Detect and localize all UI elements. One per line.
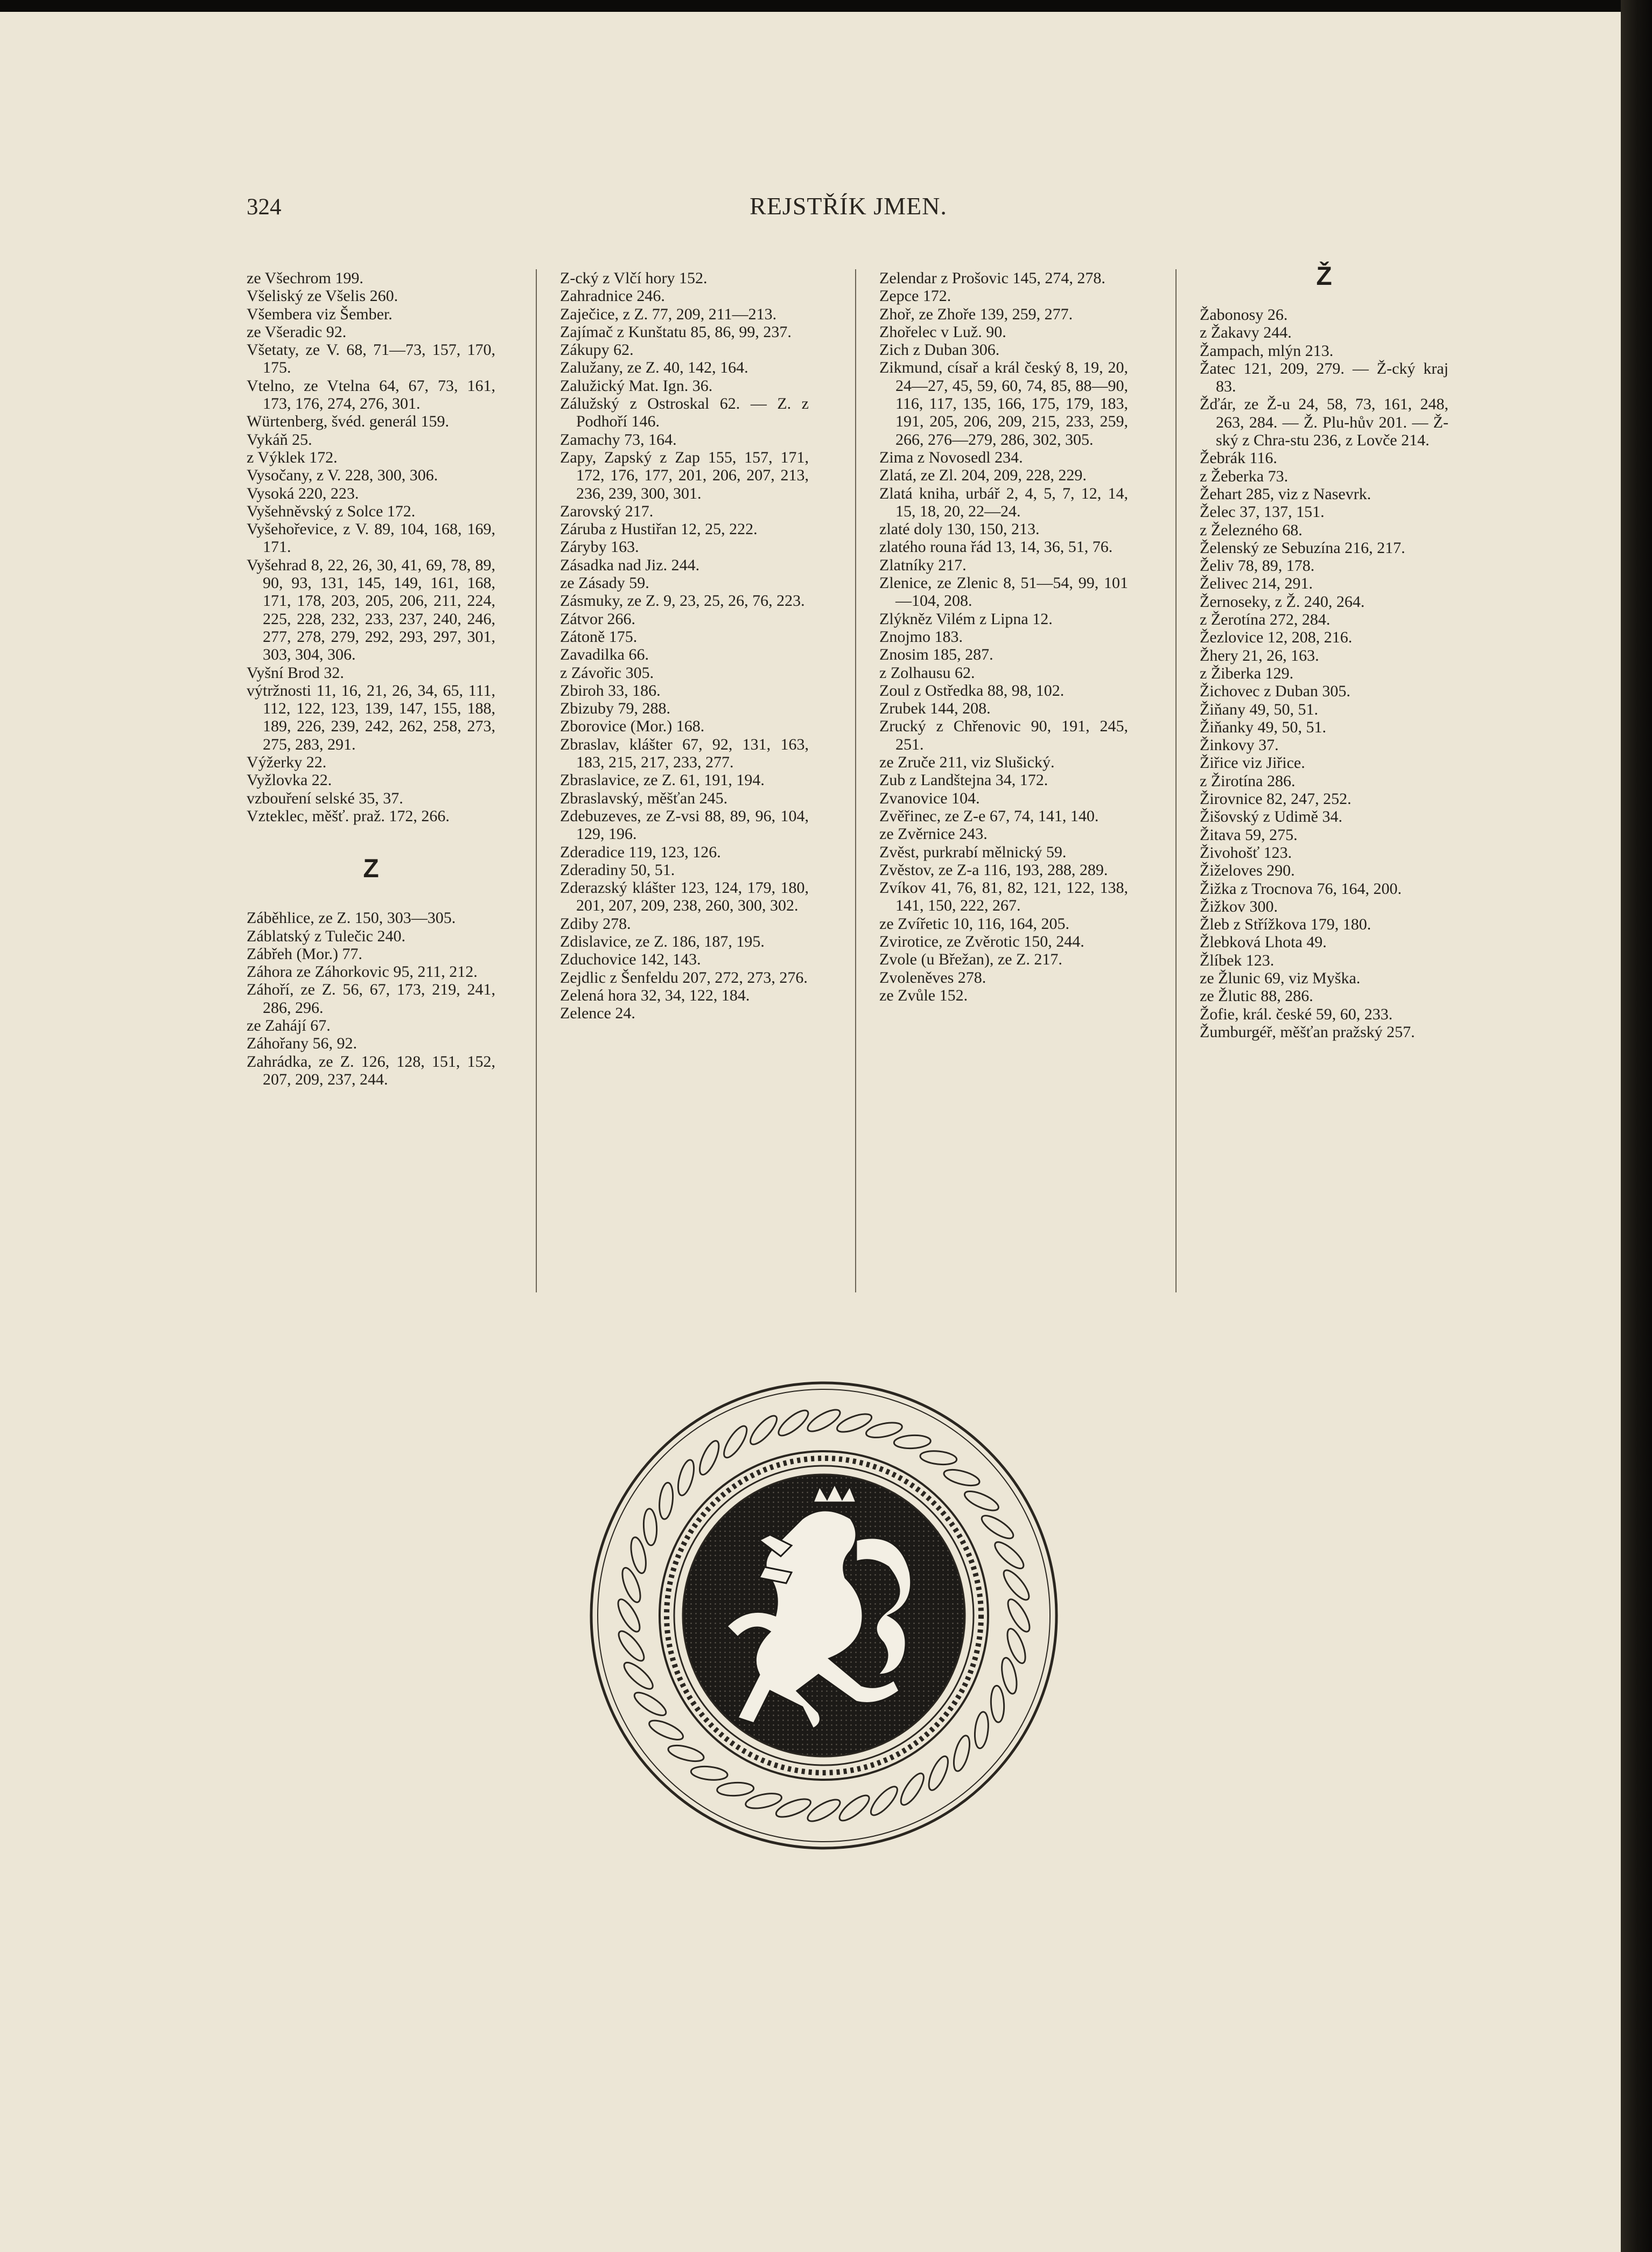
index-entry: Zoul z Ostředka 88, 98, 102. — [879, 681, 1065, 700]
index-entry: Zlatníky 217. — [879, 556, 967, 574]
index-entry: Zarovský 217. — [560, 502, 654, 520]
index-entry: Vykáň 25. — [247, 430, 312, 449]
index-entry: Žatec 121, 209, 279. — Ž-cký kraj 83. — [1200, 359, 1448, 396]
index-entry: ze Zvůle 152. — [879, 986, 968, 1004]
index-entry: Zábřeh (Mor.) 77. — [247, 945, 362, 963]
index-entry: Žišovský z Udimě 34. — [1200, 808, 1342, 826]
index-column-2 — [560, 269, 809, 1022]
index-entry: Vyšehrad 8, 22, 26, 30, 41, 69, 78, 89, 90, 93, 131, 145, 149, 161, 168, 171, 178, 203, 205, 206, 211, 224, 225, 228, 232, 233, 237, 240, 246, 277, 278, 279, 292, 293, 297, 301, 303, 304, 306. — [247, 556, 495, 664]
index-entry: Zelence 24. — [560, 1004, 635, 1023]
index-entry: Záhořany 56, 92. — [247, 1034, 357, 1053]
index-entry: z Železného 68. — [1200, 521, 1303, 539]
index-column-3 — [879, 269, 1128, 1004]
index-entry: Zlýkněz Vilém z Lipna 12. — [879, 610, 1053, 628]
index-entry: Žampach, mlýn 213. — [1200, 341, 1334, 360]
index-entry: Žirovnice 82, 247, 252. — [1200, 790, 1352, 808]
entry-list — [560, 269, 809, 1022]
index-column-1 — [247, 269, 495, 1088]
column-divider — [855, 269, 856, 1292]
index-entry: z Žerotína 272, 284. — [1200, 611, 1331, 629]
index-entry: Všembera viz Šember. — [247, 305, 393, 323]
index-entry: Žižkov 300. — [1200, 897, 1278, 915]
index-entry: ze Zahájí 67. — [247, 1016, 331, 1034]
index-entry: Zima z Novosedl 234. — [879, 448, 1023, 466]
index-entry: Zátoně 175. — [560, 627, 638, 646]
index-entry: Záruba z Hustiřan 12, 25, 222. — [560, 520, 758, 538]
index-entry: Znojmo 183. — [879, 627, 963, 646]
index-entry: Zátvor 266. — [560, 610, 635, 628]
index-entry: Žiželoves 290. — [1200, 862, 1295, 880]
entry-list — [247, 909, 495, 1088]
book-edge — [1621, 0, 1652, 2252]
index-entry: Vyžlovka 22. — [247, 771, 332, 789]
index-entry: Zich z Duban 306. — [879, 341, 1000, 359]
index-entry: Zahrádka, ze Z. 126, 128, 151, 152, 207, 209, 237, 244. — [247, 1052, 495, 1088]
index-entry: Žofie, král. české 59, 60, 233. — [1200, 1005, 1393, 1023]
index-entry: Zlenice, ze Zlenic 8, 51—54, 99, 101—104, 208. — [879, 574, 1128, 610]
index-entry: ze Žlunic 69, viz Myška. — [1200, 969, 1361, 987]
index-entry: Žiňany 49, 50, 51. — [1200, 700, 1318, 718]
index-entry: Zbizuby 79, 288. — [560, 700, 670, 718]
index-entry: vzbouření selské 35, 37. — [247, 789, 403, 807]
index-entry: Zepce 172. — [879, 287, 951, 305]
index-entry: ze Všechrom 199. — [247, 269, 363, 287]
index-entry: Zdebuzeves, ze Z-vsi 88, 89, 96, 104, 129, 196. — [560, 807, 809, 843]
index-entry: Žumburgéř, měšťan pražský 257. — [1200, 1023, 1415, 1041]
index-entry: Zavadilka 66. — [560, 646, 649, 664]
entry-list — [879, 269, 1128, 1004]
index-entry: ze Zvěrnice 243. — [879, 825, 988, 843]
index-entry: z Zolhausu 62. — [879, 663, 975, 682]
index-entry: Zbiroh 33, 186. — [560, 681, 661, 700]
index-entry: Zelendar z Prošovic 145, 274, 278. — [879, 269, 1105, 287]
index-entry: Želivec 214, 291. — [1200, 575, 1313, 593]
index-entry: Žiňanky 49, 50, 51. — [1200, 718, 1326, 736]
index-entry: Žhery 21, 26, 163. — [1200, 646, 1319, 665]
index-entry: Zhoř, ze Zhoře 139, 259, 277. — [879, 305, 1073, 323]
index-entry: Výžerky 22. — [247, 753, 327, 772]
index-entry: Záryby 163. — [560, 538, 639, 556]
index-entry: Zbraslavský, měšťan 245. — [560, 789, 728, 807]
index-entry: Zvěstov, ze Z-a 116, 193, 288, 289. — [879, 861, 1108, 879]
index-entry: Zderadiny 50, 51. — [560, 861, 675, 879]
index-entry: Želec 37, 137, 151. — [1200, 503, 1325, 521]
index-entry: z Žakavy 244. — [1200, 324, 1292, 342]
index-entry: Zaječice, z Z. 77, 209, 211—213. — [560, 305, 777, 323]
index-entry: z Žeberka 73. — [1200, 467, 1289, 485]
index-entry: Zrubek 144, 208. — [879, 700, 991, 718]
index-entry: ze Zruče 211, viz Slušický. — [879, 753, 1055, 772]
index-entry: Žďár, ze Ž-u 24, 58, 73, 161, 248, 263, 284. — Ž. Plu-hův 201. — Ž-ský z Chra-stu 236, z Lovče 214. — [1200, 395, 1448, 450]
index-entry: Zbraslavice, ze Z. 61, 191, 194. — [560, 771, 765, 789]
section-letter: Ž — [1316, 262, 1332, 291]
index-entry: Žlebková Lhota 49. — [1200, 933, 1327, 952]
page-number: 324 — [247, 194, 282, 220]
index-entry: Živohošť 123. — [1200, 843, 1292, 862]
index-entry: Zdislavice, ze Z. 186, 187, 195. — [560, 932, 765, 950]
index-entry: ze Zásady 59. — [560, 574, 649, 592]
index-entry: Zásadka nad Jiz. 244. — [560, 556, 700, 574]
index-entry: Zdiby 278. — [560, 914, 631, 933]
entry-list — [1200, 306, 1448, 1041]
index-entry: z Žirotína 286. — [1200, 772, 1296, 790]
index-entry: Zvanovice 104. — [879, 789, 980, 807]
index-entry: Zrucký z Chřenovic 90, 191, 245, 251. — [879, 717, 1128, 753]
index-entry: Žlíbek 123. — [1200, 951, 1275, 969]
index-entry: Vzteklec, měšť. praž. 172, 266. — [247, 807, 450, 825]
index-entry: Zálužský z Ostroskal 62. — Z. z Podhoří 146. — [560, 395, 809, 431]
index-entry: Žebrák 116. — [1200, 449, 1277, 467]
entry-list — [247, 269, 495, 825]
index-entry: Zahradnice 246. — [560, 287, 665, 305]
index-entry: Žezlovice 12, 208, 216. — [1200, 628, 1353, 647]
index-entry: Zapy, Zapský z Zap 155, 157, 171, 172, 176, 177, 201, 206, 207, 213, 236, 239, 300, 301. — [560, 448, 809, 502]
index-entry: Zvíkov 41, 76, 81, 82, 121, 122, 138, 141, 150, 222, 267. — [879, 879, 1128, 915]
index-entry: Z-cký z Vlčí hory 152. — [560, 269, 708, 287]
index-entry: Zalužický Mat. Ign. 36. — [560, 376, 713, 395]
index-entry: Würtenberg, švéd. generál 159. — [247, 412, 449, 431]
index-entry: Záhora ze Záhorkovic 95, 211, 212. — [247, 963, 478, 981]
index-entry: z Žiberka 129. — [1200, 664, 1294, 682]
index-entry: Žehart 285, viz z Nasevrk. — [1200, 485, 1371, 503]
index-entry: Vysoká 220, 223. — [247, 484, 359, 502]
column-divider — [536, 269, 537, 1292]
index-entry: Želenský ze Sebuzína 216, 217. — [1200, 538, 1405, 557]
index-entry: Všeliský ze Všelis 260. — [247, 287, 398, 305]
index-entry: Žiřice viz Jiřice. — [1200, 754, 1305, 772]
index-entry: Zvirotice, ze Zvěrotic 150, 244. — [879, 932, 1084, 950]
index-entry: zlatého rouna řád 13, 14, 36, 51, 76. — [879, 538, 1113, 556]
index-entry: Zejdlic z Šenfeldu 207, 272, 273, 276. — [560, 968, 808, 987]
index-entry: Žichovec z Duban 305. — [1200, 682, 1350, 701]
bohemian-lion-emblem-icon — [587, 1379, 1061, 1852]
index-entry: Žižka z Trocnova 76, 164, 200. — [1200, 879, 1402, 898]
index-entry: ze Zvířetic 10, 116, 164, 205. — [879, 914, 1069, 933]
running-title: REJSTŘÍK JMEN. — [750, 192, 947, 220]
index-entry: Zákupy 62. — [560, 341, 634, 359]
index-entry: Zderazský klášter 123, 124, 179, 180, 201, 207, 209, 238, 260, 300, 302. — [560, 879, 809, 915]
index-entry: Zduchovice 142, 143. — [560, 950, 701, 969]
index-entry: Zikmund, císař a král český 8, 19, 20, 24—27, 45, 59, 60, 74, 85, 88—90, 116, 117, 135, 166, 175, 179, 183, 191, 205, 206, 209, 215, 233, 259, 266, 276—279, 286, 302, 305. — [879, 359, 1128, 449]
index-entry: Zderadice 119, 123, 126. — [560, 843, 721, 861]
index-entry: Záblatský z Tulečic 240. — [247, 927, 405, 945]
index-entry: výtržnosti 11, 16, 21, 26, 34, 65, 111, 112, 122, 123, 139, 147, 155, 188, 189, 226, 239, 242, 262, 258, 273, 275, 283, 291. — [247, 681, 495, 753]
index-entry: zlaté doly 130, 150, 213. — [879, 520, 1040, 538]
index-entry: Zub z Landštejna 34, 172. — [879, 771, 1048, 789]
index-entry: Vtelno, ze Vtelna 64, 67, 73, 161, 173, 176, 274, 276, 301. — [247, 376, 495, 413]
index-entry: Zásmuky, ze Z. 9, 23, 25, 26, 76, 223. — [560, 592, 805, 610]
index-entry: Zalužany, ze Z. 40, 142, 164. — [560, 359, 748, 377]
index-entry: Zamachy 73, 164. — [560, 430, 677, 449]
index-entry: Zborovice (Mor.) 168. — [560, 717, 705, 736]
index-entry: Zlatá, ze Zl. 204, 209, 228, 229. — [879, 466, 1087, 485]
index-entry: Zvěst, purkrabí mělnický 59. — [879, 843, 1067, 861]
index-entry: Vyšní Brod 32. — [247, 663, 344, 682]
index-entry: Všetaty, ze V. 68, 71—73, 157, 170, 175. — [247, 341, 495, 377]
index-entry: Vyšehněvský z Solce 172. — [247, 502, 416, 520]
page-header — [247, 190, 1450, 227]
index-entry: ze Všeradic 92. — [247, 323, 347, 341]
index-entry: Zvoleněves 278. — [879, 968, 986, 987]
index-entry: Zajímač z Kunštatu 85, 86, 99, 237. — [560, 323, 792, 341]
index-entry: Žitava 59, 275. — [1200, 826, 1298, 844]
index-entry: Zvěřinec, ze Z-e 67, 74, 141, 140. — [879, 807, 1099, 825]
index-entry: Žinkovy 37. — [1200, 736, 1279, 754]
index-entry: Záběhlice, ze Z. 150, 303—305. — [247, 909, 456, 927]
index-entry: z Závořic 305. — [560, 663, 654, 682]
index-column-4 — [1200, 262, 1448, 1041]
section-letter: Z — [363, 855, 379, 884]
column-divider — [1175, 269, 1177, 1292]
index-entry: z Výklek 172. — [247, 448, 338, 466]
index-entry: Zelená hora 32, 34, 122, 184. — [560, 986, 750, 1004]
index-entry: Vyšehořevice, z V. 89, 104, 168, 169, 171. — [247, 520, 495, 556]
index-entry: Žabonosy 26. — [1200, 306, 1288, 324]
index-entry: Znosim 185, 287. — [879, 646, 993, 664]
index-entry: Želiv 78, 89, 178. — [1200, 557, 1315, 575]
index-entry: Zbraslav, klášter 67, 92, 131, 163, 183, 215, 217, 233, 277. — [560, 735, 809, 772]
index-entry: Žernoseky, z Ž. 240, 264. — [1200, 592, 1365, 611]
index-entry: Vysočany, z V. 228, 300, 306. — [247, 466, 438, 485]
index-entry: Zlatá kniha, urbář 2, 4, 5, 7, 12, 14, 15, 18, 20, 22—24. — [879, 484, 1128, 520]
index-entry: ze Žlutic 88, 286. — [1200, 987, 1313, 1005]
index-entry: Zhořelec v Luž. 90. — [879, 323, 1006, 341]
index-entry: Zvole (u Břežan), ze Z. 217. — [879, 950, 1062, 969]
index-entry: Záhoří, ze Z. 56, 67, 173, 219, 241, 286, 296. — [247, 981, 495, 1017]
index-entry: Žleb z Střížkova 179, 180. — [1200, 915, 1371, 934]
